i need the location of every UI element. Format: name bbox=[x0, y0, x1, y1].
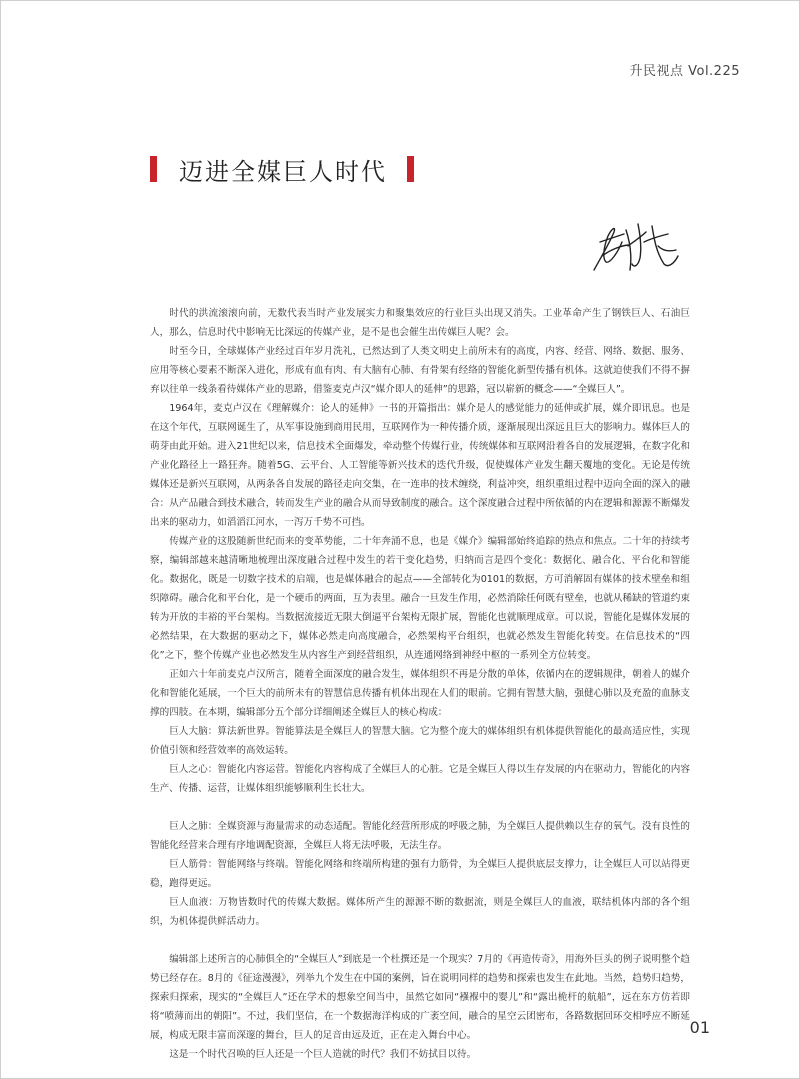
paragraph: 巨人筋骨：智能网络与终端。智能化网络和终端所构建的强有力筋骨，为全媒巨人提供底层支撑力，让全媒巨人可以站得更稳，跑得更远。 bbox=[150, 859, 690, 889]
paragraph: 1964年，麦克卢汉在《理解媒介：论人的延伸》一书的开篇指出：媒介是人的感觉能力的延伸或扩展，媒介即讯息。也是在这个年代，互联网诞生了，从军事设施到商用民用，互联网作为一种传播介质，逐渐展现出深远且巨大的影响力。媒体巨人的萌芽由此开始。进入21世纪以来，信息技术全面爆发，牵动整个传媒行业，传统媒体和互联网沿着各自的发展逻辑，在数字化和产业化路径上一路狂奔。随着5G、云平台、人工智能等新兴技术的迭代升级，促使媒体产业发生翻天覆地的变化。无论是传统媒体还是新兴互联网，从两条各自发展的路径走向交集，在一连串的技术缠绕，利益冲突，组织重组过程中迈向全面的深入的融合：从产品融合到技术融合，转而发生产业的融合从而导致制度的融合。这个深度融合过程中所依循的内在逻辑和源源不断爆发出来的驱动力，如滔滔江河水，一泻万千势不可挡。 bbox=[150, 403, 690, 528]
paragraph: 巨人之心：智能化内容运营。智能化内容构成了全媒巨人的心脏。它是全媒巨人得以生存发展的内在驱动力，智能化的内容生产、传播、运营，让媒体组织能够顺利生长壮大。 bbox=[150, 764, 690, 794]
title-left-bar bbox=[150, 156, 157, 182]
article-title: 迈进全媒巨人时代 bbox=[179, 157, 387, 186]
paragraph: 巨人之肺：全媒资源与海量需求的动态适配。智能化经营所形成的呼吸之肺，为全媒巨人提供赖以生存的氧气。没有良性的智能化经营来合理有序地调配资源，全媒巨人将无法呼吸，无法生存。 bbox=[150, 821, 690, 851]
column-header: 升民视点 Vol.225 bbox=[629, 64, 740, 79]
title-block bbox=[150, 152, 414, 186]
paragraph: 巨人血液：万物皆数时代的传媒大数据。媒体所产生的源源不断的数据流，则是全媒巨人的血液，联结机体内部的各个组织，为机体提供鲜活动力。 bbox=[150, 897, 690, 927]
paragraph: 编辑部上述所言的心肺俱全的“全媒巨人”到底是一个杜撰还是一个现实？7月的《再造传奇》，用海外巨头的例子说明整个趋势已经存在。8月的《征途漫漫》，列举九个发生在中国的案例，旨在说明同样的趋势和探索也发生在此地。当然，趋势归趋势，探索归探索，现实的“全媒巨人”还在学术的想象空间当中，虽然它如同“襁褓中的婴儿”和“露出桅杆的航船”，远在东方仿若即将“喷薄而出的朝阳”。不过，我们坚信，在一个数据海洋构成的广袤空间，融合的星空云团密布，各路数据回环交相呼应不断延展，构成无限丰富而深邃的舞台，巨人的足音由远及近，正在走入舞台中心。 bbox=[150, 954, 690, 1041]
page-number: 01 bbox=[689, 1018, 710, 1037]
paragraph: 这是一个时代召唤的巨人还是一个巨人造就的时代？我们不妨拭目以待。 bbox=[169, 1049, 477, 1060]
paragraph: 时代的洪流滚滚向前，无数代表当时产业发展实力和聚集效应的行业巨头出现又消失。工业革命产生了钢铁巨人、石油巨人，那么，信息时代中影响无比深远的传媒产业，是不是也会催生出传媒巨人呢？会。 bbox=[150, 308, 690, 338]
paragraph: 传媒产业的这股随新世纪而来的变革势能，二十年奔涌不息，也是《媒介》编辑部始终追踪的热点和焦点。二十年的持续考察，编辑部越来越清晰地梳理出深度融合过程中发生的若干变化趋势，归纳而言是四个变化：数据化、融合化、平台化和智能化。数据化，既是一切数字技术的启端，也是媒体融合的起点——全部转化为0101的数据，方可消解固有媒体的技术壁垒和组织障碍。融合化和平台化，是一个硬币的两面，互为表里。融合一旦发生作用，必然消除任何既有壁垒，也就从稀缺的管道约束转为开放的丰裕的平台架构。当数据流接近无限大倒逼平台架构无限扩展，智能化也就顺理成章。可以说，智能化是媒体发展的必然结果，在大数据的驱动之下，媒体必然走向高度融合，必然架构平台组织，也就必然发生智能化转变。在信息技术的“四化”之下，整个传媒产业也必然发生从内容生产到经营组织，从连通网络到神经中枢的一系列全方位转变。 bbox=[150, 536, 690, 661]
title-right-bar bbox=[407, 156, 414, 182]
paragraph: 正如六十年前麦克卢汉所言，随着全面深度的融合发生，媒体组织不再是分散的单体，依循内在的逻辑规律，朝着人的媒介化和智能化延展，一个巨大的前所未有的智慧信息传播有机体出现在人们的眼前。它拥有智慧大脑，强健心肺以及充盈的血脉支撑的四肢。在本期，编辑部分五个部分详细阐述全媒巨人的核心构成： bbox=[150, 669, 690, 718]
author-signature bbox=[580, 212, 690, 282]
paragraph: 巨人大脑：算法新世界。智能算法是全媒巨人的智慧大脑。它为整个庞大的媒体组织有机体提供智能化的最高适应性，实现价值引领和经营效率的高效运转。 bbox=[150, 726, 690, 756]
paragraph: 时至今日，全球媒体产业经过百年岁月洗礼，已然达到了人类文明史上前所未有的高度，内容、经营、网络、数据、服务、应用等核心要素不断深入进化，形成有血有肉、有大脑有心肺、有骨架有经络的智能化新型传播有机体。这就迫使我们不得不摒弃以往单一线条看待媒体产业的思路，借鉴麦克卢汉“媒介即人的延伸”的思路，冠以崭新的概念——“全媒巨人”。 bbox=[150, 346, 690, 395]
article-body bbox=[150, 304, 690, 1064]
